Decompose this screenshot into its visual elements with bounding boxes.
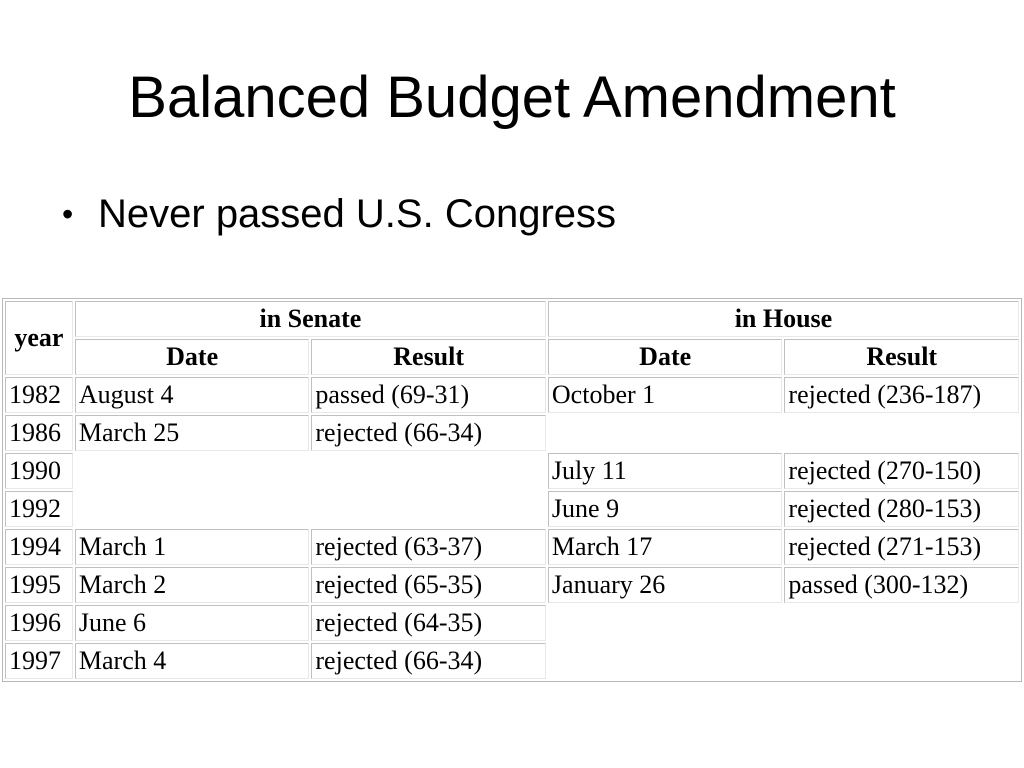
table-body (5, 377, 1019, 679)
budget-amendment-table (2, 298, 1022, 682)
house-empty-cell (548, 605, 1019, 641)
year-cell: 1990 (5, 453, 73, 489)
house-header: in House (548, 301, 1019, 337)
year-cell: 1982 (5, 377, 73, 413)
house-date-cell: January 26 (548, 567, 783, 603)
bullet-dot-icon: • (62, 196, 74, 232)
senate-date-header: Date (75, 339, 310, 375)
senate-result-cell: passed (69-31) (311, 377, 546, 413)
house-result-cell: rejected (236-187) (784, 377, 1019, 413)
senate-date-cell: March 4 (75, 643, 310, 679)
header-row-groups (5, 301, 1019, 337)
table-row (5, 529, 1019, 565)
senate-result-cell: rejected (64-35) (311, 605, 546, 641)
senate-date-cell: June 6 (75, 605, 310, 641)
house-empty-cell (548, 643, 1019, 679)
year-header: year (5, 301, 73, 375)
bullet-text: Never passed U.S. Congress (98, 192, 617, 236)
house-result-cell: rejected (280-153) (784, 491, 1019, 527)
senate-date-cell: March 2 (75, 567, 310, 603)
year-cell: 1986 (5, 415, 73, 451)
house-result-cell: passed (300-132) (784, 567, 1019, 603)
senate-result-cell: rejected (63-37) (311, 529, 546, 565)
senate-date-cell: March 25 (75, 415, 310, 451)
table-header (5, 301, 1019, 375)
house-date-header: Date (548, 339, 783, 375)
table-row (5, 643, 1019, 679)
table-row (5, 491, 1019, 527)
senate-result-header: Result (311, 339, 546, 375)
senate-result-cell: rejected (66-34) (311, 415, 546, 451)
senate-result-cell: rejected (65-35) (311, 567, 546, 603)
header-row-columns (5, 339, 1019, 375)
bullet-list (62, 188, 616, 240)
house-empty-cell (548, 415, 1019, 451)
year-cell: 1996 (5, 605, 73, 641)
house-result-cell: rejected (270-150) (784, 453, 1019, 489)
senate-date-cell: March 1 (75, 529, 310, 565)
senate-date-cell: August 4 (75, 377, 310, 413)
year-cell: 1994 (5, 529, 73, 565)
slide-title: Balanced Budget Amendment (128, 65, 896, 130)
table-row (5, 377, 1019, 413)
table-row (5, 605, 1019, 641)
bullet-item (62, 188, 616, 240)
house-result-header: Result (784, 339, 1019, 375)
year-cell: 1992 (5, 491, 73, 527)
senate-result-cell: rejected (66-34) (311, 643, 546, 679)
house-date-cell: March 17 (548, 529, 783, 565)
house-date-cell: June 9 (548, 491, 783, 527)
table-row (5, 415, 1019, 451)
table-row (5, 567, 1019, 603)
year-cell: 1997 (5, 643, 73, 679)
house-result-cell: rejected (271-153) (784, 529, 1019, 565)
house-date-cell: October 1 (548, 377, 783, 413)
senate-empty-cell (75, 453, 546, 489)
year-cell: 1995 (5, 567, 73, 603)
senate-header: in Senate (75, 301, 546, 337)
table-row (5, 453, 1019, 489)
senate-empty-cell (75, 491, 546, 527)
house-date-cell: July 11 (548, 453, 783, 489)
